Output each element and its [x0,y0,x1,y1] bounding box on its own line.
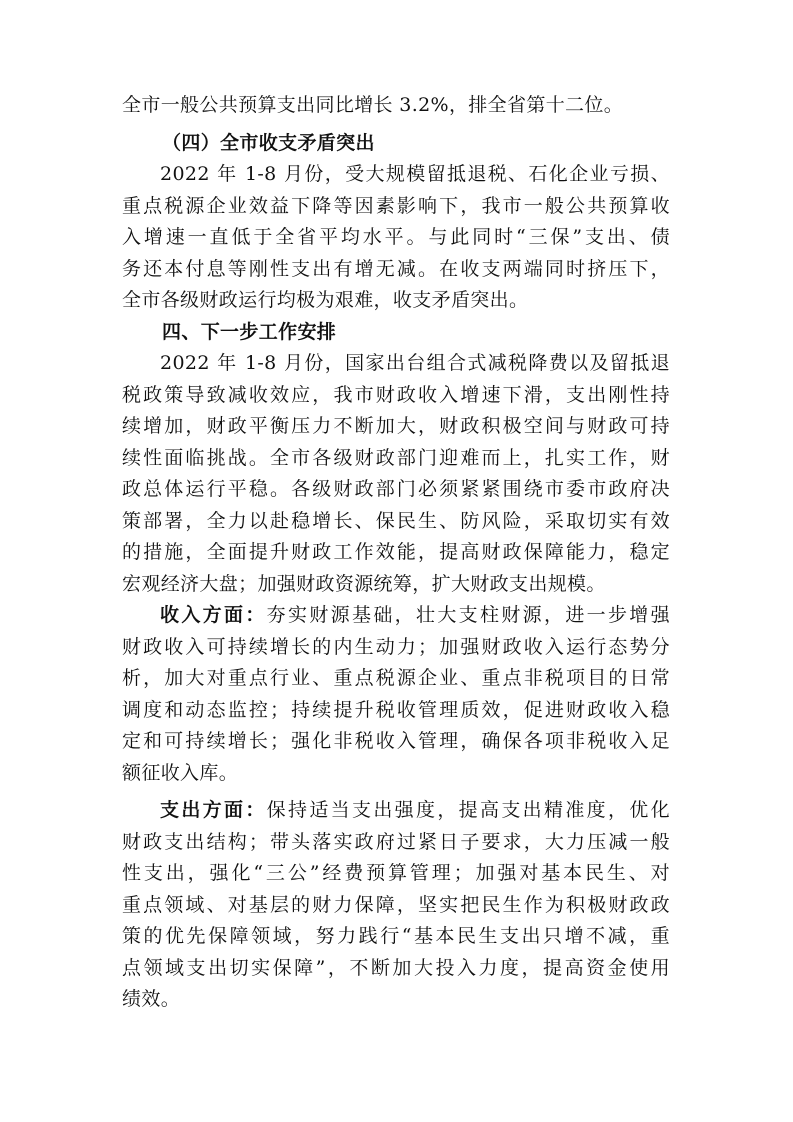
text-line: 税政策导致减收效应，我市财政收入增速下滑，支出刚性持 [122,383,670,406]
text-line: 定和可持续增长；强化非税收入管理，确保各项非税收入足 [122,730,670,752]
text-line: 务还本付息等刚性支出有增无减。在收支两端同时挤压下， [122,257,670,280]
text-line: 析，加大对重点行业、重点税源企业、重点非税项目的日常 [122,667,670,689]
text-line: 财政支出结构；带头落实政府过紧日子要求，大力压减一般 [122,830,670,853]
text-line: 全市一般公共预算支出同比增长 3.2%，排全省第十二位。 [122,94,624,116]
paragraph-next-steps-overview [122,348,670,600]
text-line: 财政收入可持续增长的内生动力；加强财政收入运行态势分 [122,635,670,658]
text-line: 入增速一直低于全省平均水平。与此同时“三保”支出、债 [122,226,670,248]
text-line: 点领域支出切实保障”，不断加大投入力度，提高资金使用 [122,956,670,979]
text-line: 宏观经济大盘；加强财政资源统筹，扩大财政支出规模。 [122,572,606,595]
text-line: 政总体运行平稳。各级财政部门必须紧紧围绕市委市政府决 [122,478,670,500]
text-line: 全市各级财政运行均极为艰难，收支矛盾突出。 [122,289,529,311]
text-line: 额征收入库。 [122,761,239,784]
text-line: 续增加，财政平衡压力不断加大，财政积极空间与财政可持 [122,415,670,437]
label-revenue-aspect: 收入方面： [160,604,267,626]
text-segment: 保持适当支出强度，提高支出精准度，优化 [266,799,670,821]
paragraph-revenue-aspect [122,600,670,789]
text-line: 续性面临挑战。全市各级财政部门迎难而上，扎实工作，财 [122,446,670,469]
text-line: 调度和动态监控；持续提升税收管理质效，促进财政收入稳 [122,698,670,721]
document-page [122,90,670,1016]
text-line: 性支出，强化“三公”经费预算管理；加强对基本民生、对 [122,862,670,884]
text-line [122,795,670,827]
text-line: 重点领域、对基层的财力保障，坚实把民生作为积极财政政 [122,893,670,916]
text-line: 的措施，全面提升财政工作效能，提高财政保障能力，稳定 [122,541,670,563]
text-segment: 夯实财源基础，壮大支柱财源，进一步增强 [266,604,670,626]
section-heading-next-steps: 四、下一步工作安排 [162,320,337,343]
label-expenditure-aspect: 支出方面： [160,799,267,821]
text-line: 2022 年 1-8 月份，国家出台组合式减税降费以及留抵退 [160,352,670,374]
text-line: 绩效。 [122,988,181,1010]
paragraph-budget-expenditure [122,90,670,122]
text-line [122,600,670,632]
text-line: 重点税源企业效益下降等因素影响下，我市一般公共预算收 [122,194,670,217]
text-line: 策的优先保障领域，努力践行“基本民生支出只增不减，重 [122,925,670,947]
text-line: 策部署，全力以赴稳增长、保民生、防风险，采取切实有效 [122,509,670,532]
subheading-revenue-expenditure-conflict: （四）全市收支矛盾突出 [162,131,375,154]
paragraph-expenditure-aspect [122,795,670,1016]
paragraph-conflict-detail [122,159,670,317]
text-line: 2022 年 1-8 月份，受大规模留抵退税、石化企业亏损、 [160,163,670,185]
